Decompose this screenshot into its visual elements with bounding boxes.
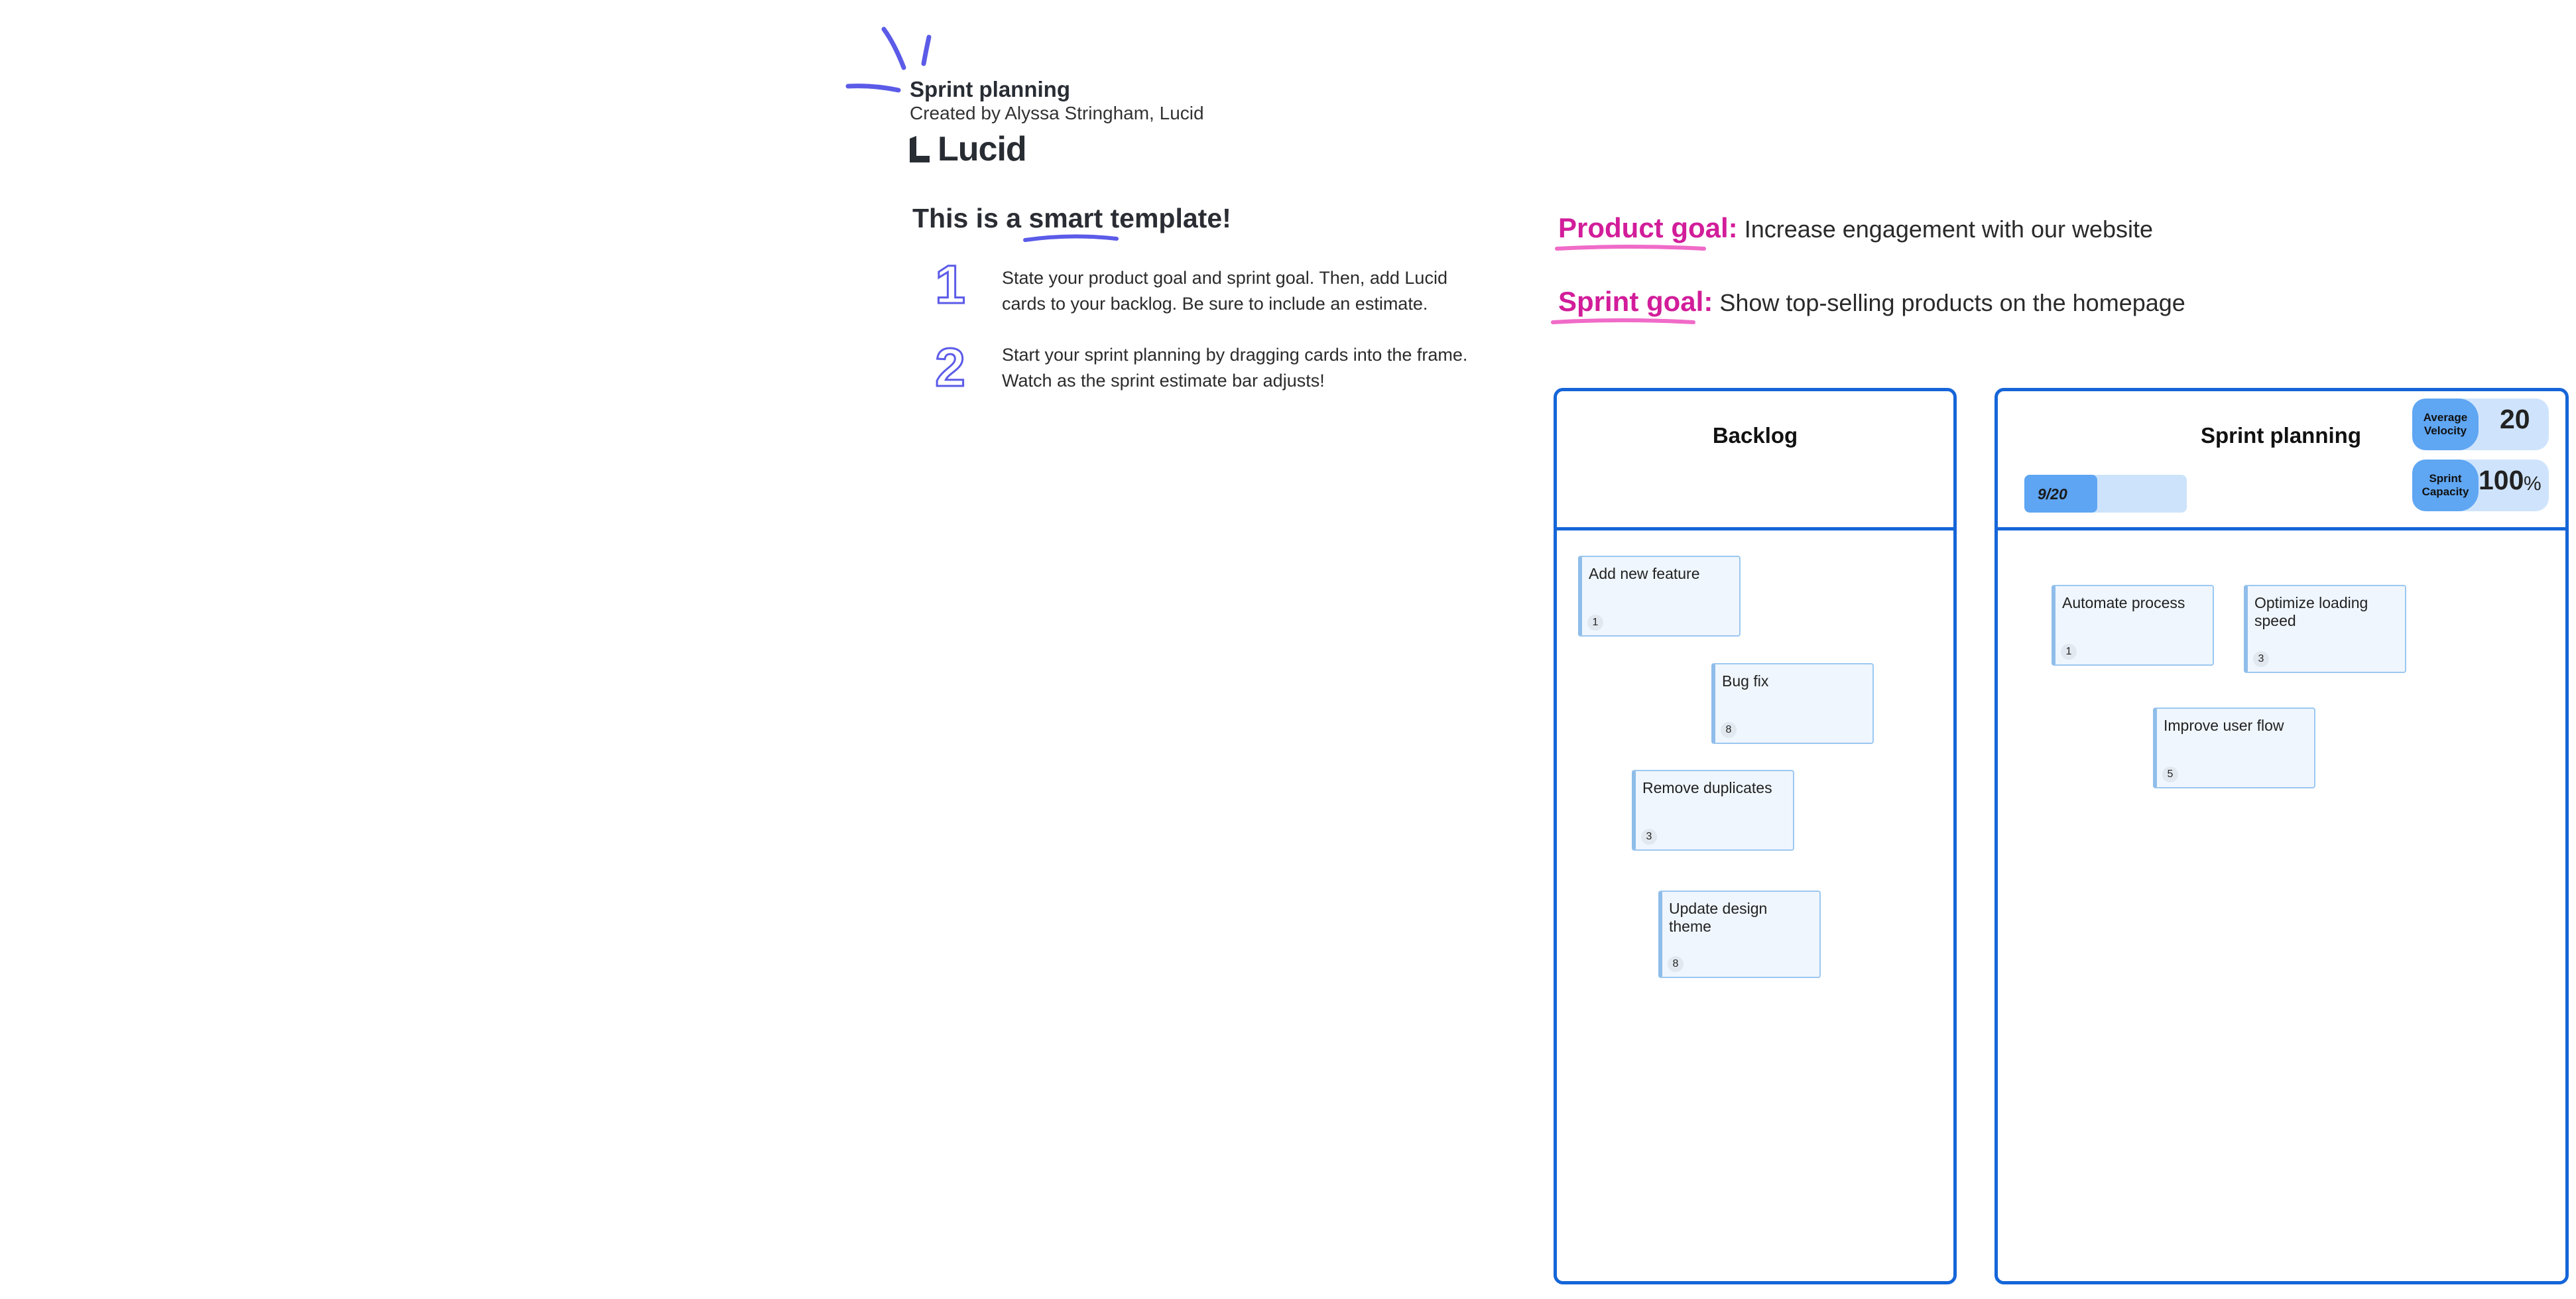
step-2-text: Start your sprint planning by dragging cards into the frame. Watch as the sprint estimate bar adjusts! bbox=[1002, 345, 1468, 391]
backlog-frame-divider bbox=[1554, 527, 1957, 530]
svg-text:1: 1 bbox=[935, 255, 965, 313]
backlog-card[interactable] bbox=[1711, 663, 1874, 744]
backlog-title: Backlog bbox=[1712, 423, 1798, 448]
lucid-logo-icon bbox=[908, 135, 931, 164]
product-goal-underline bbox=[1554, 243, 1707, 253]
card-estimate: 3 bbox=[1641, 829, 1657, 845]
product-goal-label: Product goal: bbox=[1558, 212, 1738, 243]
average-velocity-value: 20 bbox=[2500, 404, 2530, 434]
card-title: Improve user flow bbox=[2164, 717, 2284, 734]
smart-underline bbox=[1021, 232, 1121, 245]
sprint-goal-label: Sprint goal: bbox=[1558, 286, 1713, 317]
card-title: Update design theme bbox=[1669, 900, 1768, 935]
sprint-card[interactable] bbox=[2244, 585, 2406, 673]
backlog-card[interactable] bbox=[1632, 770, 1794, 851]
card-estimate: 5 bbox=[2162, 767, 2178, 782]
sprint-card[interactable] bbox=[2153, 708, 2315, 788]
sprint-goal[interactable] bbox=[1558, 286, 2185, 318]
card-title: Bug fix bbox=[1722, 672, 1769, 690]
sprint-capacity-widget[interactable] bbox=[2412, 460, 2549, 511]
intro-heading: This is a smart template! bbox=[912, 203, 1231, 233]
brand-logo bbox=[908, 130, 1026, 168]
template-title: Sprint planning bbox=[910, 77, 1070, 101]
average-velocity-widget[interactable] bbox=[2412, 399, 2549, 450]
sprint-capacity-label: Sprint Capacity bbox=[2412, 460, 2479, 511]
step-1-text: State your product goal and sprint goal. Then, add Lucid cards to your backlog. Be sure to include an estimate. bbox=[1002, 268, 1447, 314]
card-title: Automate process bbox=[2062, 594, 2185, 611]
sprint-goal-underline bbox=[1550, 316, 1696, 327]
sprint-goal-text: Show top-selling products on the homepage bbox=[1719, 289, 2185, 316]
average-velocity-label: Average Velocity bbox=[2412, 399, 2479, 450]
sprint-capacity-value: 100 bbox=[2479, 465, 2524, 495]
sprint-estimate-bar bbox=[2024, 475, 2187, 513]
product-goal[interactable] bbox=[1558, 212, 2153, 244]
backlog-card[interactable] bbox=[1658, 891, 1821, 978]
svg-text:2: 2 bbox=[935, 338, 965, 391]
sprint-title: Sprint planning bbox=[2201, 423, 2361, 448]
backlog-card[interactable] bbox=[1578, 556, 1741, 637]
sprint-frame[interactable] bbox=[1994, 388, 2569, 1284]
card-estimate: 1 bbox=[2061, 644, 2077, 660]
brand-name: Lucid bbox=[938, 130, 1026, 168]
step-2-number-icon bbox=[924, 332, 977, 391]
sprint-frame-divider bbox=[1994, 527, 2569, 530]
product-goal-text: Increase engagement with our website bbox=[1744, 216, 2154, 243]
card-title: Remove duplicates bbox=[1642, 779, 1772, 796]
card-title: Add new feature bbox=[1589, 565, 1700, 582]
card-estimate: 8 bbox=[1721, 722, 1737, 738]
card-title: Optimize loading speed bbox=[2254, 594, 2368, 629]
sprint-capacity-unit: % bbox=[2524, 473, 2542, 495]
template-author: Created by Alyssa Stringham, Lucid bbox=[910, 103, 1204, 123]
card-estimate: 1 bbox=[1587, 615, 1603, 631]
step-1-number-icon bbox=[924, 253, 977, 313]
sprint-card[interactable] bbox=[2052, 585, 2214, 666]
card-estimate: 3 bbox=[2253, 651, 2269, 667]
intro-heading-emphasis: smart bbox=[1028, 203, 1103, 233]
sprint-estimate-label: 9/20 bbox=[2038, 485, 2067, 503]
card-estimate: 8 bbox=[1668, 956, 1684, 972]
